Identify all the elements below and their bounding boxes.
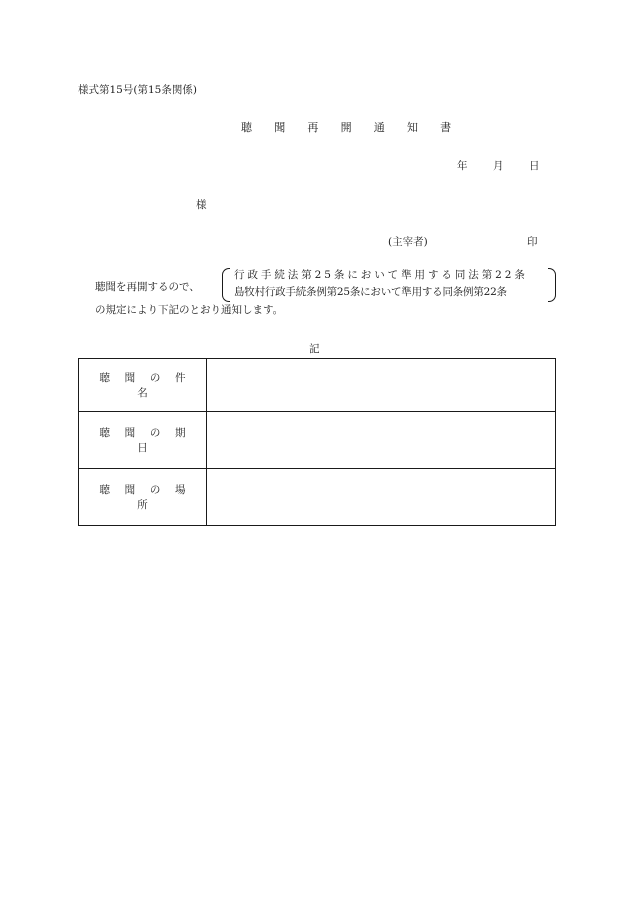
row-label-place: 聴聞の場所 xyxy=(79,469,207,526)
date-day-label: 日 xyxy=(529,160,540,172)
body-tail-text: の規定により下記のとおり通知します。 xyxy=(95,304,284,316)
law-option-1: 行政手続法第25条において準用する同法第22条 xyxy=(234,269,528,281)
date-year-label: 年 xyxy=(457,160,468,172)
table-row xyxy=(79,469,556,526)
presider-label: (主宰者) xyxy=(388,236,428,248)
form-number-label: 様式第15号(第15条関係) xyxy=(78,84,197,96)
table-row xyxy=(79,359,556,412)
row-label-subject: 聴聞の件名 xyxy=(79,359,207,412)
row-value-place xyxy=(207,469,556,526)
body-lead-text: 聴聞を再開するので、 xyxy=(95,281,200,293)
left-brace xyxy=(222,268,230,302)
document-title: 聴 聞 再 開 通 知 書 xyxy=(241,121,461,134)
ki-heading: 記 xyxy=(309,343,320,355)
row-label-date: 聴聞の期日 xyxy=(79,412,207,469)
record-table xyxy=(78,358,556,526)
table-row xyxy=(79,412,556,469)
row-value-subject xyxy=(207,359,556,412)
date-month-label: 月 xyxy=(493,160,504,172)
law-option-2: 島牧村行政手続条例第25条において準用する同条例第22条 xyxy=(234,286,507,298)
right-brace xyxy=(548,268,556,302)
seal-mark: 印 xyxy=(527,236,538,248)
addressee-suffix: 様 xyxy=(196,199,207,211)
row-value-date xyxy=(207,412,556,469)
